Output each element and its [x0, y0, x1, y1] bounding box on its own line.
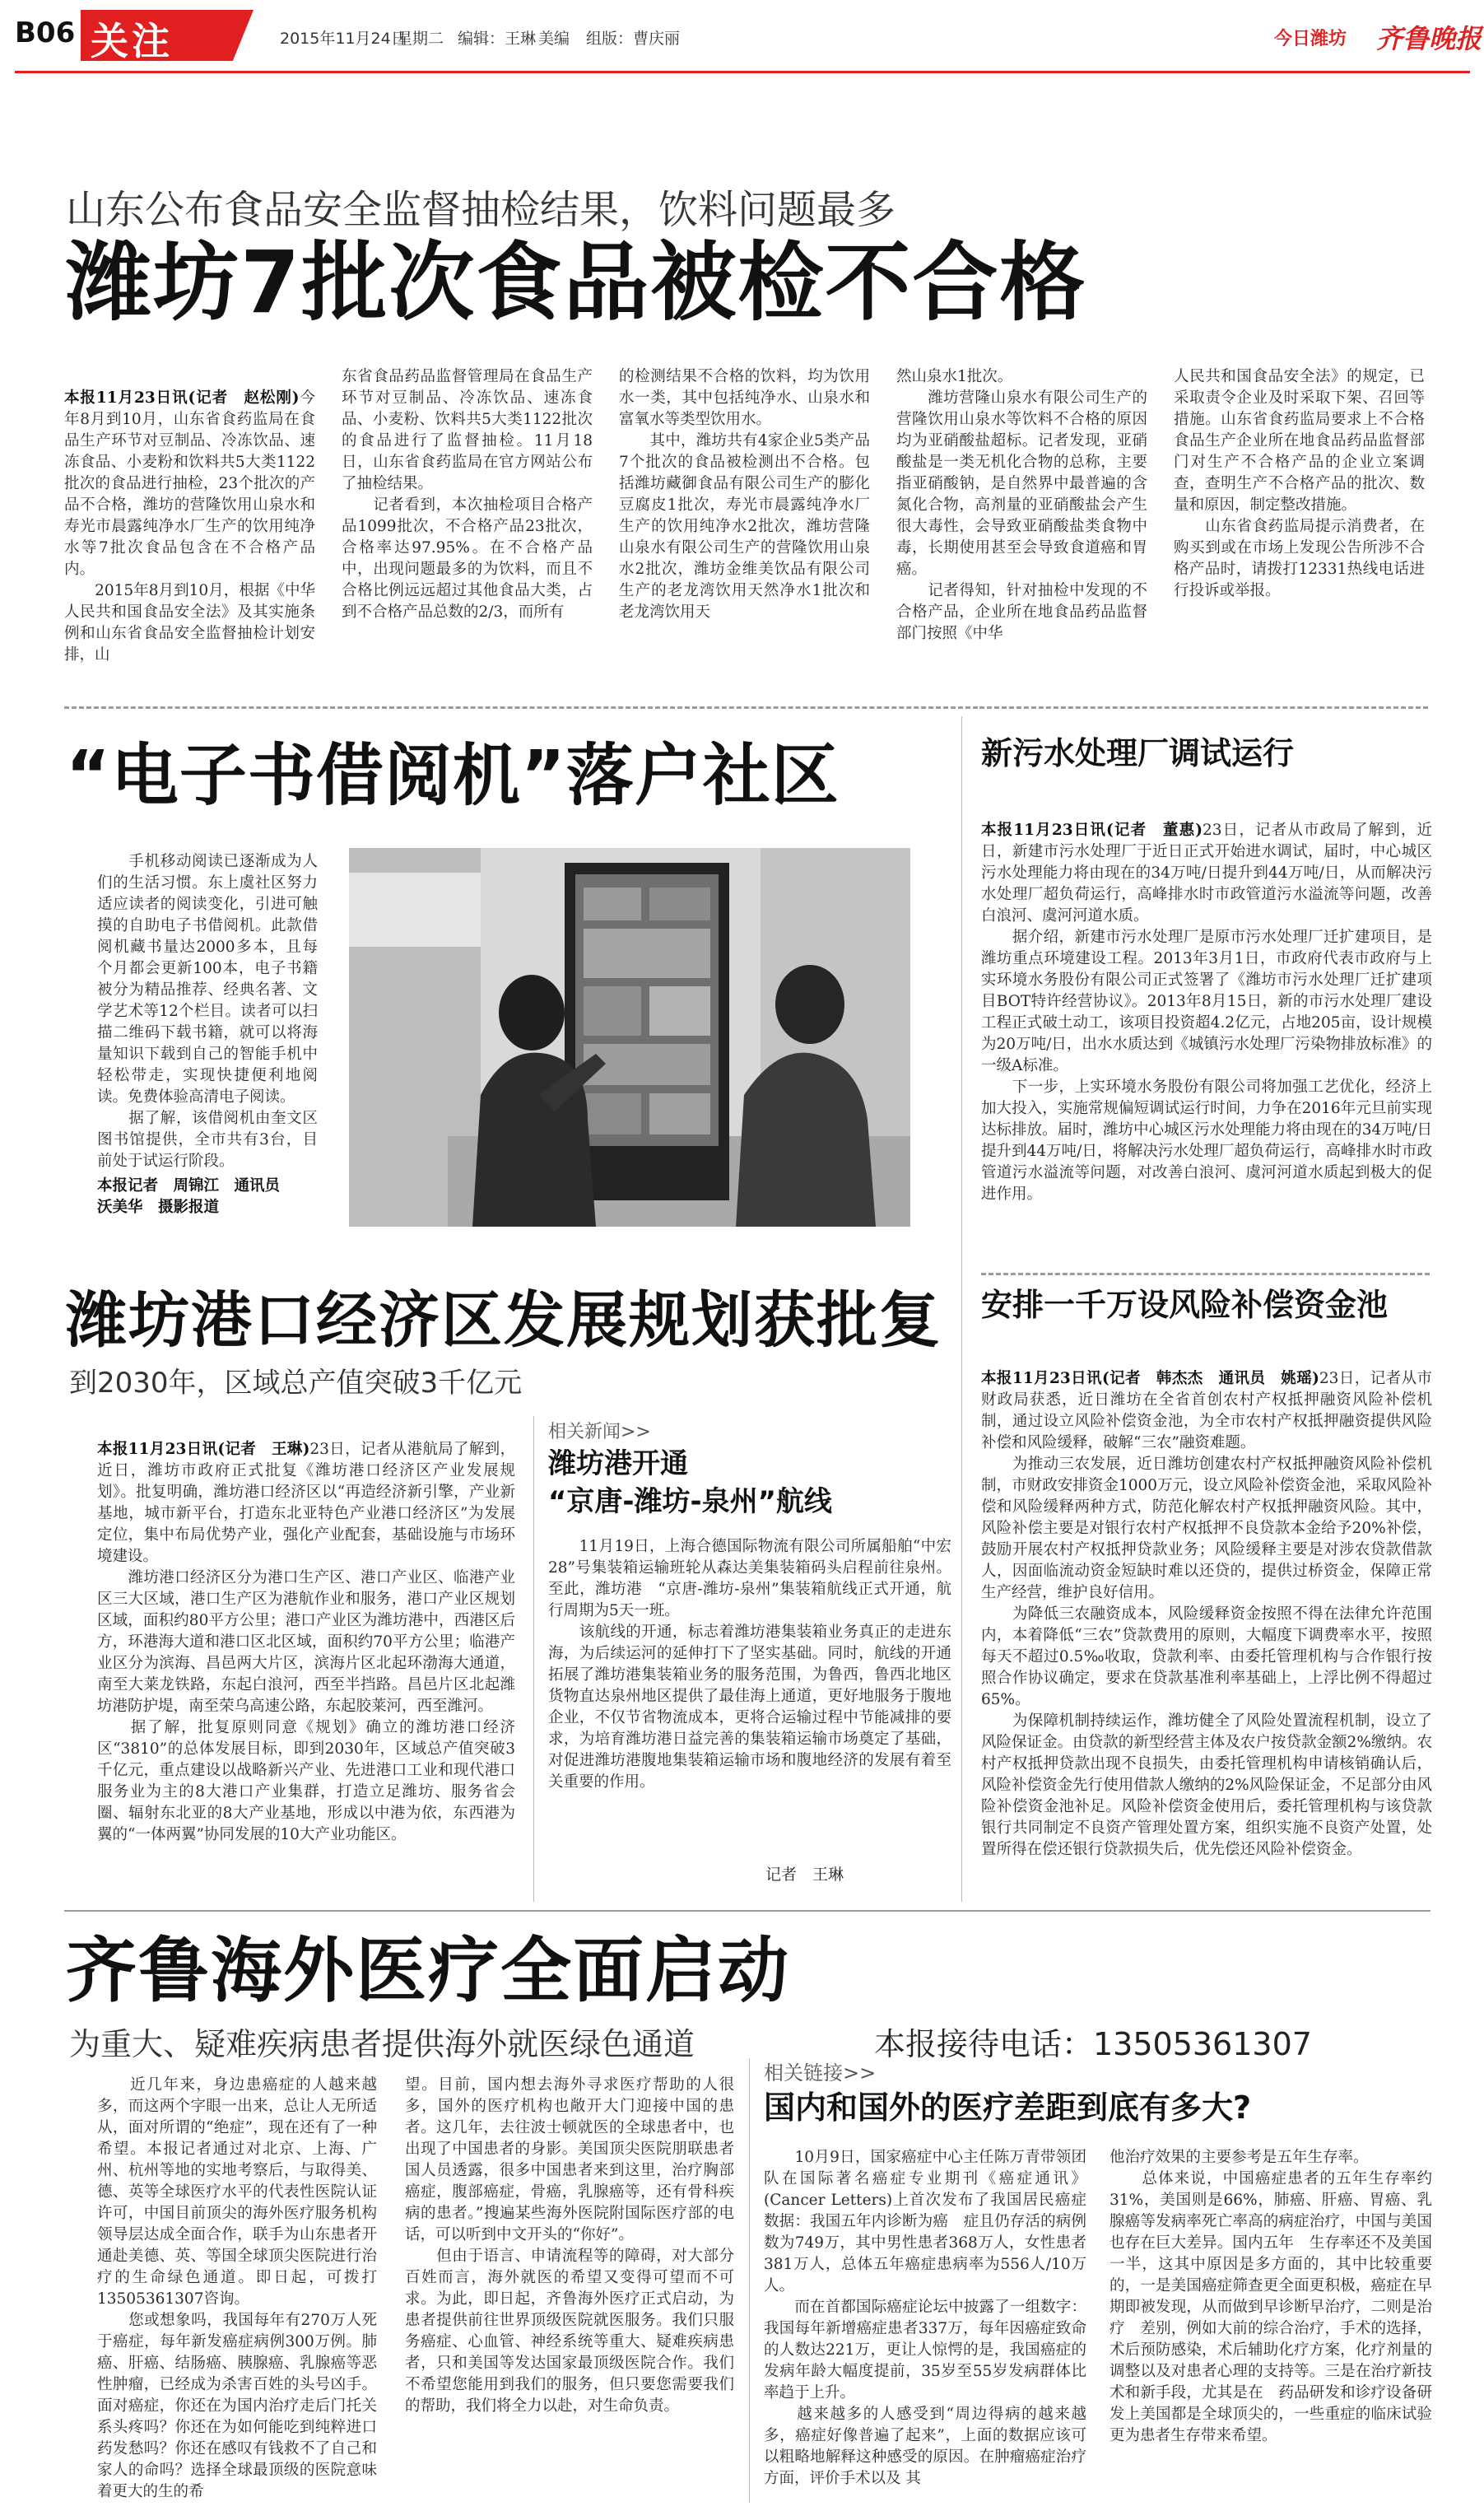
- article6-col2: 望。目前，国内想去海外寻求医疗帮助的人很多，国外的医疗机构也敞开大门迎接中国的患者。这几年，去往波士顿就医的全球患者中，也出现了中国患者的身影。美国顶尖医院朋联患者国人员透露，很多中国患者来到这里，治疗胸部癌症，腹部癌症，骨癌，乳腺癌等，还有骨科疾病的患者。”搜遍某些海外医院附国际医疗部的电话，可以听到中文开头的“你好”。 但由于语言、申请流程等的障碍，对大部分百姓而言，海外就医的希望又变得可望而不可求。为此，即日起，齐鲁海外医疗正式启动，为患者提供前往世界顶级医院就医服务。我们只服务癌症、心血管、神经系统等重大、疑难疾病患者，只和美国等发达国家最顶级医院合作。我们不希望您能用到我们的服务，但只要您需要我们的帮助，我们将全力以赴，对生命负责。: [405, 2076, 734, 2415]
- article6-col1: 近几年来，身边患癌症的人越来越多，而这两个字眼一出来，总让人无所适从，面对所谓的“绝症”，现在还有了一种希望。本报记者通过对北京、上海、广州、杭州等地的实地考察后，与取得美、德、英等全球医疗水平的代表性医院认证许可，中国目前顶尖的海外医疗服务机构领导层达成全面合作，联手为山东患者开通赴美德、英、等国全球顶尖医院进行治疗的生命绿色通道。即日起，可拨打13505361307咨询。 您或想象吗，我国每年有270万人死于癌症，每年新发癌症病例300万例。肺癌、肝癌、结肠癌、胰腺癌、乳腺癌等恶性肿瘤，已经成为杀害百姓的头号凶手。面对癌症，你还在为国内治疗走后门托关系头疼吗？你还在为如何能吃到纯粹进口药发愁吗？你还在感叹有钱救不了自己和家人的命吗？选择全球最顶级的医院意味着更大的生的希: [97, 2076, 377, 2500]
- column-divider: [961, 716, 962, 1902]
- article1-col3: 的检测结果不合格的饮料，均为饮用水一类，其中包括纯净水、山泉水和富氧水等类型饮用水。 其中，潍坊共有4家企业5类产品7个批次的食品被检测出不合格。包括潍坊藏御食品有限公司生产的膨化豆腐皮1批次，寿光市晨露纯净水厂生产的饮用纯净水2批次，潍坊营隆山泉水有限公司生产的营隆饮用山泉水2批次，潍坊金维美饮品有限公司生产的老龙湾饮用天然净水1批次和老龙湾饮用天: [619, 368, 870, 621]
- article4-related-label: 相关新闻>>: [548, 1422, 651, 1442]
- article6-related-col2: 他治疗效果的主要参考是五年生存率。 总体来说，中国癌症患者的五年生存率约31%，美国则是66%，肺癌、肝癌、胃癌、乳腺癌等发病率死亡率高的病症治疗，中国与美国也存在巨大差异。国内五年 生存率还不及美国一半，这其中原因是多方面的，其中比较重要的，一是美国癌症筛查更全面更积极，癌症在早期即被发现，从而做到早诊断早治疗，二则是治疗 差别，例如大前的综合治疗，手术的选择，术后预防感染，术后辅助化疗方案，化疗剂量的调整以及对患者心理的支持等。三是在治疗新技术和新手段，尤其是在 药品研发和诊疗设备研发上美国都是全球顶尖的，一些重症的临床试验更为患者生存带来希望。: [1110, 2149, 1432, 2444]
- article2-credit: 本报记者 周锦江 通讯员 沃美华 摄影报道: [97, 1177, 281, 1216]
- article1-col5: 人民共和国食品安全法》的规定，已采取责令企业及时采取下架、召回等措施。山东省食药监局要求上不合格食品生产企业所在地食品药品监督部门对生产不合格产品的企业立案调查，查明生产不合格产品的批次、数量和原因，制定整改措施。 山东省食药监局提示消费者，在购买到或在市场上发现公告所涉不合格产品时，请拨打12331热线电话进行投诉或举报。: [1174, 368, 1425, 599]
- article6-headline: 齐鲁海外医疗全面启动: [66, 1930, 790, 2012]
- article4-related-credit: 记者 王琳: [765, 1866, 844, 1884]
- divider: [979, 706, 1428, 709]
- column-divider: [533, 1416, 534, 1902]
- section-title: 关注: [91, 19, 173, 63]
- article4-byline: 本报11月23日讯(记者 王琳): [97, 1441, 310, 1458]
- article1-headline: 潍坊7批次食品被检不合格: [66, 232, 1087, 333]
- article6-subhead: 为重大、疑难疾病患者提供海外就医绿色通道: [69, 2026, 695, 2062]
- article3-headline: 新污水处理厂调试运行: [981, 735, 1295, 771]
- divider: [981, 1273, 1430, 1275]
- photo-ebook-machine: [349, 848, 910, 1227]
- article4-related-body: 11月19日，上海合德国际物流有限公司所属船舶“中宏28”号集装箱运输班轮从森达美集装箱码头启程前往泉州。至此，潍坊港 “京唐-潍坊-泉州”集装箱航线正式开通，航行周期为5天一班。 该航线的开通，标志着潍坊港集装箱业务真正的走进东海，为后续运河的延伸打下了坚实基础。同时，航线的开通拓展了潍坊港集装箱业务的服务范围，为鲁西，鲁西北地区货物直达泉州地区提供了最佳海上通道，更好地服务于腹地企业，不仅节省物流成本，更将合运输过程中节能减排的要求，为培育潍坊港日益完善的集装箱运输市场奠定了基础，对促进潍坊港腹地集装箱运输市场和腹地经济的发展有着至关重要的作用。: [548, 1538, 951, 1791]
- article6-related-title: 国内和国外的医疗差距到底有多大?: [764, 2089, 1252, 2126]
- masthead-rule: [15, 71, 1470, 73]
- editor: 编辑：王琳: [458, 30, 537, 48]
- article1-kicker: 山东公布食品安全监督抽检结果，饮料问题最多: [66, 187, 896, 233]
- article5-body: 本报11月23日讯(记者 韩杰杰 通讯员 姚瑶)23日，记者从市财政局获悉，近日潍坊在全省首创农村产权抵押融资风险补偿机制，通过设立风险补偿资金池，为全市农村产权抵押融资提供风险补偿和风险缓释，破解“三农”融资难题。 为推动三农发展，近日潍坊创建农村产权抵押融资风险补偿机制，市财政安排资金1000万元，设立风险补偿资金池，采取风险补偿和风险缓释两种方式，防范化解农村产权抵押融资风险。其中，风险补偿主要是对银行农村产权抵押不良贷款本金给予20%补偿，鼓励开展农村产权抵押贷款业务；风险缓释主要是对涉农贷款借款人，因面临流动资金短缺时难以还贷的，提供过桥资金，保障正常生产经营，维护良好信用。 为降低三农融资成本，风险缓释资金按照不得在法律允许范围内，本着降低“三农”贷款费用的原则，大幅度下调费率水平，按照每天不超过0.5‰收取，贷款利率、由委托管理机构与合作银行按照合作协议确定，要求在贷款基准利率基础上，上浮比例不得超过65%。 为保障机制持续运作，潍坊健全了风险处置流程机制，设立了风险保证金。由贷款的新型经营主体及农户按贷款金额2%缴纳。农村产权抵押贷款出现不良损失，由委托管理机构申请核销确认后，风险补偿资金先行使用借款人缴纳的2%风险保证金，不足部分由风险补偿资金池补足。风险补偿资金使用后，委托管理机构与该贷款银行共同制定不良资产管理处置方案，组织实施不良资产处置，处置所得在偿还银行贷款损失后，优先偿还风险补偿资金。: [981, 1370, 1432, 1858]
- article4-related-title1: 潍坊港开通: [548, 1447, 688, 1480]
- article2-body: 手机移动阅读已逐渐成为人们的生活习惯。东上虞社区努力适应读者的阅读变化，引进可触摸的自助电子书借阅机。此款借阅机藏书量达2000多本，且每个月都会更新100本，电子书籍被分为精品推荐、经典名著、文学艺术等12个栏目。读者可以扫描二维码下载书籍，就可以将海量知识下载到自己的智能手机中轻松带走，实现快捷便利地阅读。免费体验高清电子阅读。 据了解，该借阅机由奎文区图书馆提供，全市共有3台，目前处于试运行阶段。: [97, 853, 318, 1170]
- divider: [64, 706, 978, 709]
- masthead: [0, 0, 1484, 99]
- article6-related-label: 相关链接>>: [764, 2061, 877, 2085]
- article3-body: 本报11月23日讯(记者 董惠)23日，记者从市政局了解到，近日，新建市污水处理厂于近日正式开始进水调试，届时，中心城区污水处理能力将由现在的34万吨/日提升到44万吨/日，从而解决污水处理厂超负荷运行，高峰排水时市政管道污水溢流等问题，改善白浪河、虞河河道水质。 据介绍，新建市污水处理厂是原市污水处理厂迁扩建项目，是潍坊重点环境建设工程。2013年3月1日，市政府代表市政府与上实环境水务股份有限公司正式签署了《潍坊市污水处理厂迁扩建项目BOT特许经营协议》。2013年8月15日，新的市污水处理厂建设工程正式破土动工，该项目投资超4.2亿元，占地205亩，设计规模为20万吨/日，出水水质达到《城镇污水处理厂污染物排放标准》的一级A标准。 下一步，上实环境水务股份有限公司将加强工艺优化，经济上加大投入，实施常规偏短调试运行时间，力争在2016年元旦前实现达标排放。届时，潍坊中心城区污水处理能力将由现在的34万吨/日提升到44万吨/日，将解决污水处理厂超负荷运行，高峰排水时市政管道污水溢流等问题，对改善白浪河、虞河河道水质起到极大的促进作用。: [981, 822, 1432, 1203]
- weekday: 星期二: [397, 30, 444, 48]
- photo-illustration: [349, 848, 910, 1227]
- article1-byline: 本报11月23日讯(记者 赵松刚): [64, 389, 300, 407]
- divider: [64, 1910, 1431, 1912]
- article5-byline: 本报11月23日讯(记者 韩杰杰 通讯员 姚瑶): [981, 1370, 1319, 1387]
- column-name: 今日潍坊: [1274, 29, 1347, 49]
- column-divider: [749, 2058, 750, 2503]
- article4-body: 本报11月23日讯(记者 王琳)23日，记者从港航局了解到，近日，潍坊市政府正式批复《潍坊港口经济区产业发展规划》。批复明确，潍坊港口经济区以“再造经济新引擎，产业新基地，城市新平台，打造东北亚特色产业港口经济区”为发展定位，集中布局优势产业，强化产业配套，基础设施与市场环境建设。 潍坊港口经济区分为港口生产区、港口产业区、临港产业区三大区域，港口生产区为港航作业和服务，港口产业区规划区域，面积约80平方公里；港口产业区为潍坊港中，西港区后方，环港海大道和港口区北区域，面积约70平方公里；临港产业区分为滨海、昌邑两大片区，滨海片区北起环渤海大通道，南至大莱龙铁路，东起白浪河，西至半挡路。昌邑片区北起潍坊港防护堤，南至荣乌高速公路，东起胶莱河，西至潍河。 据了解，批复原则同意《规划》确立的潍坊港口经济区“3810”的总体发展目标，即到2030年，区域总产值突破3千亿元，重点建设以战略新兴产业、先进港口工业和现代港口服务业为主的8大港口产业集群，打造立足潍坊、服务省会圈、辐射东北亚的8大产业基地，形成以中港为依，东西港为翼的“一体两翼”协同发展的10大产业功能区。: [97, 1441, 515, 1843]
- paper-name: 齐鲁晚报: [1376, 23, 1482, 54]
- art-editor: 美编: [538, 30, 570, 48]
- article4-subhead: 到2030年，区域总产值突破3千亿元: [69, 1367, 523, 1400]
- article3-byline: 本报11月23日讯(记者 董惠): [981, 822, 1203, 839]
- article4-related-title2: “京唐-潍坊-泉州”航线: [548, 1485, 832, 1518]
- article6-related-col1: 10月9日，国家癌症中心主任陈万青带领团队在国际著名癌症专业期刊《癌症通讯》(Cancer Letters)上首次发布了我国居民癌症数据：我国五年内诊断为癌 症且仍存活的病例数为749万，其中男性患者368万人，女性患者381万人，总体五年癌症患病率为556人/10万人。 而在首都国际癌症论坛中披露了一组数字：我国每年新增癌症患者337万，每年因癌症致命的人数达221万，更让人惊愕的是，我国癌症的发病年龄大幅度提前，35岁至55岁发病群体比率趋于上升。 越来越多的人感受到“周边得病的越来越多，癌症好像普遍了起来”，上面的数据应该可以粗略地解释这种感受的原因。在肿瘤癌症治疗方面，评价手术以及 其: [764, 2149, 1086, 2487]
- date: 2015年11月24日: [280, 30, 407, 48]
- typesetter: 组版：曹庆丽: [586, 30, 681, 48]
- article1-col2: 东省食品药品监督管理局在食品生产环节对豆制品、冷冻饮品、速冻食品、小麦粉、饮料共5大类1122批次的食品进行了监督抽检。11月18日，山东省食药监局在官方网站公布了抽检结果。 记者看到，本次抽检项目合格产品1099批次，不合格产品23批次，合格率达97.95%。在不合格产品中，出现问题最多的为饮料，而且不合格比例远远超过其他食品大类，占到不合格产品总数的2/3，而所有: [342, 368, 593, 621]
- article5-headline: 安排一千万设风险补偿资金池: [981, 1287, 1389, 1323]
- article4-headline: 潍坊港口经济区发展规划获批复: [66, 1285, 942, 1356]
- article2-headline: “电子书借阅机”落户社区: [66, 737, 840, 815]
- article1-col4: 然山泉水1批次。 潍坊营隆山泉水有限公司生产的营隆饮用山泉水等饮料不合格的原因均为亚硝酸盐超标。记者发现，亚硝酸盐是一类无机化合物的总称，主要指亚硝酸钠，是自然界中最普遍的含氮化合物，高剂量的亚硝酸盐会产生很大毒性，会导致亚硝酸盐类食物中毒，长期使用甚至会导致食道癌和胃癌。 记者得知，针对抽检中发现的不合格产品，企业所在地食品药品监督部门按照《中华: [896, 368, 1147, 642]
- article1-col1: 本报11月23日讯(记者 赵松刚)今年8月到10月，山东省食药监局在食品生产环节对豆制品、冷冻饮品、速冻食品、小麦粉和饮料共5大类1122批次的食品进行抽检，23个批次的产品不合格，潍坊的营隆饮用山泉水和寿光市晨露纯净水厂生产的饮用纯净水等7批次食品包含在不合格产品内。 2015年8月到10月，根据《中华人民共和国食品安全法》及其实施条例和山东省食品安全监督抽检计划安排，山: [64, 389, 315, 664]
- page-number: B06: [15, 16, 76, 49]
- article6-hotline: 本报接待电话：13505361307: [874, 2026, 1312, 2062]
